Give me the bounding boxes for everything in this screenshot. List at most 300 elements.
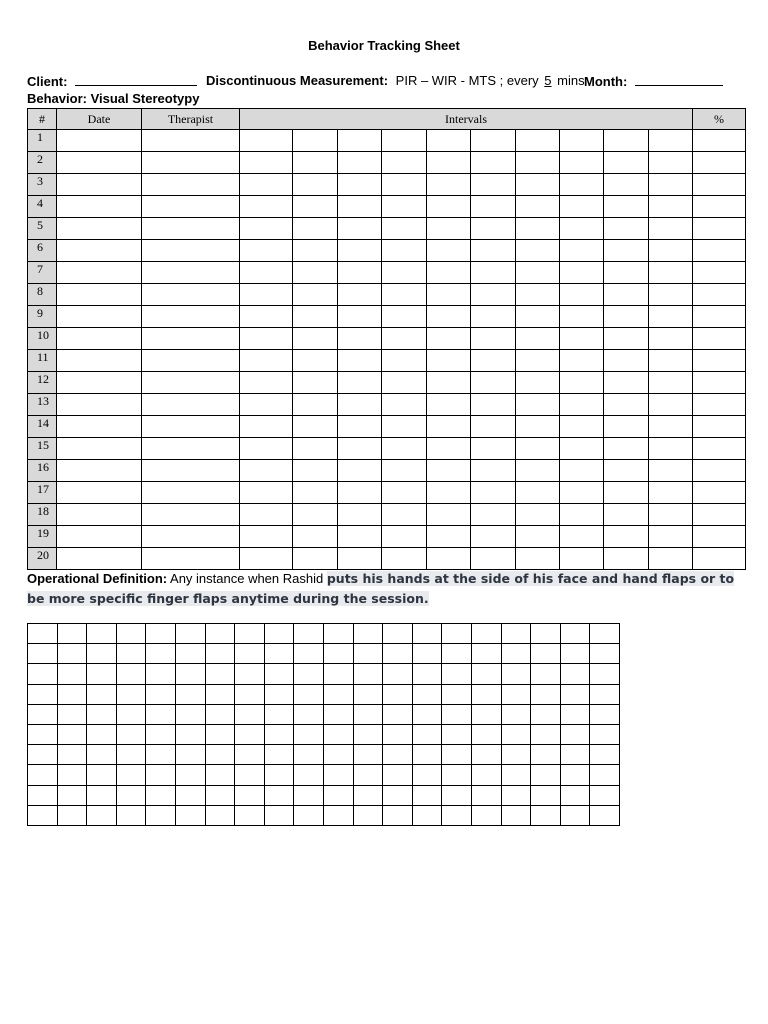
interval-cell (293, 130, 338, 152)
grid-cell (590, 624, 620, 644)
grid-cell (175, 765, 205, 785)
interval-cell (240, 306, 293, 328)
interval-cell (560, 394, 604, 416)
grid-cell (590, 684, 620, 704)
grid-cell (560, 624, 590, 644)
row-number: 12 (28, 372, 57, 394)
percent-cell (693, 482, 746, 504)
grid-cell (412, 684, 442, 704)
interval-cell (382, 130, 427, 152)
interval-cell (649, 262, 693, 284)
interval-cell (604, 130, 649, 152)
grid-cell (146, 785, 176, 805)
grid-cell (116, 724, 146, 744)
interval-cell (604, 548, 649, 570)
grid-cell (590, 724, 620, 744)
grid-cell (28, 684, 58, 704)
interval-cell (560, 438, 604, 460)
interval-cell (471, 328, 516, 350)
grid-cell (175, 704, 205, 724)
grid-cell (57, 704, 87, 724)
row-number: 11 (28, 350, 57, 372)
therapist-cell (142, 284, 240, 306)
interval-cell (604, 240, 649, 262)
interval-cell (293, 482, 338, 504)
date-cell (57, 372, 142, 394)
interval-cell (471, 196, 516, 218)
percent-cell (693, 372, 746, 394)
interval-cell (240, 394, 293, 416)
interval-cell (293, 328, 338, 350)
grid-cell (501, 644, 531, 664)
row-number: 8 (28, 284, 57, 306)
percent-cell (693, 416, 746, 438)
interval-cell (604, 416, 649, 438)
grid-cell (87, 644, 117, 664)
interval-cell (427, 394, 471, 416)
therapist-cell (142, 372, 240, 394)
grid-cell (442, 664, 472, 684)
month-blank (635, 73, 723, 86)
grid-cell (116, 644, 146, 664)
grid-cell (383, 745, 413, 765)
header-number: # (28, 109, 57, 130)
grid-cell (87, 765, 117, 785)
interval-cell (604, 284, 649, 306)
date-cell (57, 394, 142, 416)
grid-cell (412, 704, 442, 724)
grid-cell (442, 765, 472, 785)
interval-cell (649, 482, 693, 504)
interval-cell (427, 438, 471, 460)
grid-cell (323, 765, 353, 785)
grid-cell (353, 704, 383, 724)
therapist-cell (142, 394, 240, 416)
grid-cell (531, 745, 561, 765)
grid-cell (531, 684, 561, 704)
grid-cell (323, 745, 353, 765)
interval-cell (516, 504, 560, 526)
interval-cell (382, 152, 427, 174)
interval-cell (516, 394, 560, 416)
interval-cell (649, 284, 693, 306)
grid-cell (146, 644, 176, 664)
grid-cell (57, 805, 87, 825)
row-number: 9 (28, 306, 57, 328)
grid-cell (501, 704, 531, 724)
percent-cell (693, 306, 746, 328)
grid-cell (205, 805, 235, 825)
grid-cell (175, 644, 205, 664)
grid-cell (205, 745, 235, 765)
grid-cell (383, 724, 413, 744)
interval-cell (338, 328, 382, 350)
percent-cell (693, 350, 746, 372)
percent-cell (693, 438, 746, 460)
interval-cell (382, 460, 427, 482)
grid-cell (383, 624, 413, 644)
interval-cell (649, 548, 693, 570)
interval-cell (240, 548, 293, 570)
grid-cell (560, 805, 590, 825)
grid-cell (383, 765, 413, 785)
interval-cell (471, 416, 516, 438)
percent-cell (693, 394, 746, 416)
interval-cell (427, 152, 471, 174)
percent-cell (693, 460, 746, 482)
interval-cell (382, 284, 427, 306)
interval-cell (338, 526, 382, 548)
interval-cell (240, 372, 293, 394)
therapist-cell (142, 438, 240, 460)
grid-cell (442, 724, 472, 744)
interval-cell (293, 174, 338, 196)
grid-cell (590, 785, 620, 805)
grid-cell (560, 745, 590, 765)
grid-cell (531, 704, 561, 724)
grid-cell (57, 765, 87, 785)
grid-cell (235, 745, 265, 765)
grid-cell (471, 765, 501, 785)
interval-cell (604, 394, 649, 416)
grid-cell (560, 644, 590, 664)
therapist-cell (142, 218, 240, 240)
interval-cell (560, 262, 604, 284)
interval-cell (382, 306, 427, 328)
operational-definition-highlight: puts his hands at the side of his face and hand flaps or to be more specific finger flaps anytime during the session. (27, 571, 735, 606)
grid-cell (264, 765, 294, 785)
interval-cell (560, 504, 604, 526)
grid-cell (501, 624, 531, 644)
grid-cell (560, 785, 590, 805)
percent-cell (693, 328, 746, 350)
table-row (28, 218, 746, 240)
interval-cell (293, 526, 338, 548)
interval-cell (471, 350, 516, 372)
grid-cell (146, 684, 176, 704)
therapist-cell (142, 152, 240, 174)
interval-cell (560, 152, 604, 174)
grid-cell (235, 624, 265, 644)
grid-cell (175, 624, 205, 644)
interval-cell (427, 416, 471, 438)
percent-cell (693, 130, 746, 152)
table-row (28, 504, 746, 526)
interval-cell (338, 438, 382, 460)
interval-cell (604, 306, 649, 328)
interval-cell (604, 328, 649, 350)
grid-cell (294, 664, 324, 684)
tracking-table (27, 108, 746, 570)
interval-cell (560, 350, 604, 372)
interval-cell (338, 504, 382, 526)
grid-cell (383, 684, 413, 704)
grid-cell (323, 785, 353, 805)
interval-cell (649, 394, 693, 416)
table-row (28, 482, 746, 504)
grid-cell (116, 704, 146, 724)
grid-cell (205, 785, 235, 805)
grid-cell (28, 745, 58, 765)
interval-cell (516, 284, 560, 306)
interval-cell (293, 262, 338, 284)
measurement-field (206, 73, 585, 88)
date-cell (57, 130, 142, 152)
interval-cell (427, 460, 471, 482)
interval-cell (516, 174, 560, 196)
grid-cell (235, 785, 265, 805)
interval-cell (427, 306, 471, 328)
grid-cell (205, 624, 235, 644)
client-field (27, 73, 197, 89)
interval-cell (471, 394, 516, 416)
grid-cell (235, 765, 265, 785)
interval-cell (471, 460, 516, 482)
interval-cell (649, 218, 693, 240)
grid-cell (442, 704, 472, 724)
interval-cell (560, 218, 604, 240)
therapist-cell (142, 350, 240, 372)
grid-cell (57, 724, 87, 744)
interval-cell (516, 152, 560, 174)
grid-cell (116, 805, 146, 825)
interval-cell (516, 262, 560, 284)
interval-cell (604, 218, 649, 240)
percent-cell (693, 240, 746, 262)
grid-cell (146, 805, 176, 825)
interval-cell (471, 504, 516, 526)
interval-cell (560, 284, 604, 306)
interval-cell (604, 152, 649, 174)
therapist-cell (142, 526, 240, 548)
interval-cell (382, 262, 427, 284)
interval-cell (560, 306, 604, 328)
grid-row (28, 724, 620, 744)
grid-cell (57, 624, 87, 644)
grid-cell (87, 624, 117, 644)
grid-cell (57, 745, 87, 765)
interval-cell (649, 152, 693, 174)
interval-cell (604, 196, 649, 218)
interval-cell (338, 152, 382, 174)
date-cell (57, 262, 142, 284)
date-cell (57, 350, 142, 372)
interval-cell (649, 504, 693, 526)
grid-cell (28, 724, 58, 744)
date-cell (57, 504, 142, 526)
interval-cell (293, 372, 338, 394)
month-field (584, 73, 723, 89)
interval-cell (516, 460, 560, 482)
grid-cell (531, 644, 561, 664)
row-number: 7 (28, 262, 57, 284)
measurement-options: PIR – WIR - MTS ; every (395, 73, 539, 88)
grid-cell (294, 684, 324, 704)
interval-cell (471, 218, 516, 240)
grid-cell (590, 644, 620, 664)
interval-cell (516, 438, 560, 460)
client-label: Client: (27, 74, 68, 89)
grid-cell (87, 805, 117, 825)
interval-unit: mins (557, 73, 585, 88)
interval-cell (338, 548, 382, 570)
interval-cell (560, 240, 604, 262)
grid-cell (57, 785, 87, 805)
interval-cell (649, 328, 693, 350)
grid-cell (235, 644, 265, 664)
grid-cell (294, 724, 324, 744)
interval-cell (382, 482, 427, 504)
grid-cell (87, 664, 117, 684)
date-cell (57, 196, 142, 218)
grid-cell (590, 805, 620, 825)
interval-cell (471, 526, 516, 548)
grid-cell (353, 684, 383, 704)
row-number: 14 (28, 416, 57, 438)
interval-cell (427, 482, 471, 504)
interval-cell (516, 306, 560, 328)
grid-cell (294, 765, 324, 785)
therapist-cell (142, 174, 240, 196)
date-cell (57, 174, 142, 196)
interval-cell (516, 372, 560, 394)
row-number: 16 (28, 460, 57, 482)
interval-cell (382, 526, 427, 548)
grid-cell (353, 664, 383, 684)
grid-row (28, 805, 620, 825)
grid-cell (205, 765, 235, 785)
grid-cell (323, 644, 353, 664)
percent-cell (693, 218, 746, 240)
interval-cell (338, 394, 382, 416)
row-number: 4 (28, 196, 57, 218)
table-row (28, 372, 746, 394)
grid-cell (28, 785, 58, 805)
grid-cell (353, 644, 383, 664)
therapist-cell (142, 548, 240, 570)
grid-cell (323, 805, 353, 825)
grid-cell (264, 805, 294, 825)
interval-cell (471, 438, 516, 460)
table-row (28, 526, 746, 548)
grid-row (28, 644, 620, 664)
interval-cell (560, 460, 604, 482)
interval-cell (293, 504, 338, 526)
grid-cell (87, 704, 117, 724)
grid-cell (294, 704, 324, 724)
grid-cell (87, 684, 117, 704)
grid-row (28, 704, 620, 724)
interval-cell (382, 240, 427, 262)
grid-cell (442, 805, 472, 825)
grid-cell (442, 624, 472, 644)
grid-cell (531, 664, 561, 684)
grid-cell (590, 745, 620, 765)
interval-cell (560, 174, 604, 196)
row-number: 1 (28, 130, 57, 152)
interval-cell (382, 218, 427, 240)
interval-cell (471, 548, 516, 570)
grid-cell (442, 785, 472, 805)
interval-cell (649, 460, 693, 482)
grid-cell (501, 684, 531, 704)
interval-cell (560, 526, 604, 548)
grid-cell (560, 684, 590, 704)
grid-cell (412, 664, 442, 684)
interval-cell (471, 130, 516, 152)
grid-cell (57, 644, 87, 664)
interval-cell (293, 548, 338, 570)
interval-cell (560, 196, 604, 218)
interval-cell (427, 548, 471, 570)
grid-cell (412, 785, 442, 805)
interval-cell (382, 372, 427, 394)
grid-row (28, 765, 620, 785)
grid-cell (560, 765, 590, 785)
interval-cell (516, 526, 560, 548)
interval-cell (382, 548, 427, 570)
interval-cell (240, 526, 293, 548)
grid-cell (205, 644, 235, 664)
grid-cell (175, 805, 205, 825)
date-cell (57, 218, 142, 240)
interval-cell (293, 284, 338, 306)
interval-cell (604, 460, 649, 482)
header-therapist: Therapist (142, 109, 240, 130)
grid-cell (383, 785, 413, 805)
header-date: Date (57, 109, 142, 130)
table-row (28, 350, 746, 372)
grid-cell (353, 624, 383, 644)
grid-cell (294, 624, 324, 644)
grid-cell (590, 664, 620, 684)
blank-grid-body (28, 624, 620, 826)
interval-cell (516, 218, 560, 240)
grid-cell (501, 785, 531, 805)
interval-cell (649, 196, 693, 218)
grid-cell (205, 684, 235, 704)
grid-cell (353, 724, 383, 744)
interval-cell (471, 482, 516, 504)
grid-cell (471, 644, 501, 664)
row-number: 3 (28, 174, 57, 196)
interval-cell (240, 218, 293, 240)
interval-cell (471, 262, 516, 284)
interval-cell (516, 130, 560, 152)
interval-cell (338, 174, 382, 196)
grid-cell (235, 704, 265, 724)
table-row (28, 306, 746, 328)
grid-cell (383, 644, 413, 664)
grid-cell (442, 644, 472, 664)
grid-cell (28, 624, 58, 644)
percent-cell (693, 174, 746, 196)
interval-cell (427, 174, 471, 196)
percent-cell (693, 152, 746, 174)
blank-grid (27, 623, 620, 826)
grid-cell (28, 805, 58, 825)
grid-cell (57, 684, 87, 704)
grid-cell (87, 745, 117, 765)
interval-cell (293, 306, 338, 328)
date-cell (57, 240, 142, 262)
interval-cell (604, 174, 649, 196)
table-row (28, 152, 746, 174)
interval-cell (338, 482, 382, 504)
therapist-cell (142, 262, 240, 284)
interval-cell (338, 460, 382, 482)
grid-cell (501, 805, 531, 825)
